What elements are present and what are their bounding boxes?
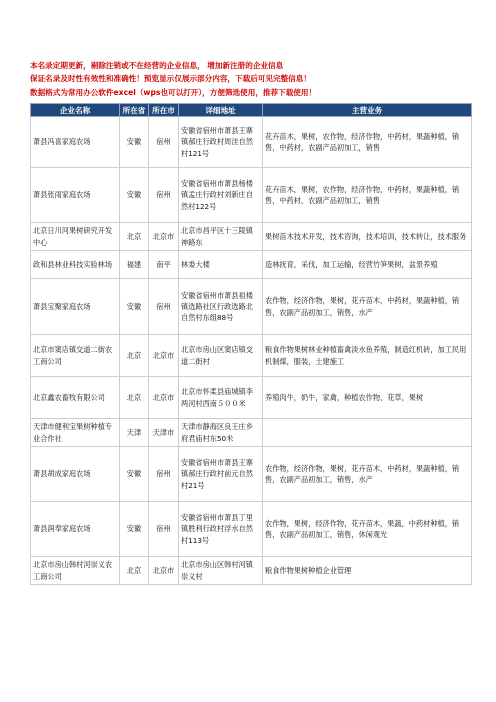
cell-business: 农作物，经济作物，果树，花卉苗木，中药材，果蔬种植，销售，农副产品初加工，销售，水产 — [263, 447, 472, 502]
table-row — [31, 377, 472, 419]
cell-address: 天津市静海区良王庄乡府君庙村东50米 — [179, 419, 263, 447]
cell-province: 福建 — [120, 251, 149, 279]
cell-province: 天津 — [120, 419, 149, 447]
table-row — [31, 279, 472, 335]
cell-city: 北京市 — [149, 335, 179, 377]
header-province: 所在省 — [120, 104, 149, 117]
cell-company-name: 萧县冯喜家庭农场 — [31, 117, 120, 168]
cell-city: 北京市 — [149, 223, 179, 251]
cell-business — [263, 419, 472, 447]
cell-address: 安徽省宿州市萧县王寨镇郝庄行政村周洼自然村121号 — [179, 117, 263, 168]
cell-business: 农作物，经济作物，果树，花卉苗木，中药材，果蔬种植，销售，农副产品初加工，销售，水产 — [263, 279, 472, 335]
cell-address: 安徽省宿州市萧县丁里镇胜利行政村浮水自然村113号 — [179, 502, 263, 557]
cell-city: 北京市 — [149, 377, 179, 419]
notice-line: 保证名录及时性有效性和准确性！预览显示仅展示部分内容，下载后可见完整信息！ — [30, 74, 311, 84]
cell-business: 造林抚育，采伐，加工运输，经营竹笋果树，盆景养殖 — [263, 251, 472, 279]
cell-company-name: 北京鑫农畜牧有限公司 — [31, 377, 120, 419]
table-row — [31, 447, 472, 502]
cell-business: 粮食作物果树种植企业管理 — [263, 557, 472, 585]
table-row — [31, 223, 472, 251]
cell-province: 北京 — [120, 377, 149, 419]
cell-province: 安徽 — [120, 447, 149, 502]
cell-city: 天津市 — [149, 419, 179, 447]
cell-address: 北京市怀柔县庙城镇李两河村西南５００米 — [179, 377, 263, 419]
cell-business: 粮食作物果树林业种植畜禽淡水鱼养殖，制造红机砖，加工民用机制煤，服装，土建施工 — [263, 335, 472, 377]
header-city: 所在市 — [149, 104, 179, 117]
cell-city: 宿州 — [149, 117, 179, 168]
cell-company-name: 政和县林业科技实验林场 — [31, 251, 120, 279]
cell-province: 安徽 — [120, 168, 149, 223]
cell-city: 宿州 — [149, 447, 179, 502]
cell-business: 果树苗木技术开发，技术咨询，技术培训，技术转让，技术服务 — [263, 223, 472, 251]
cell-address: 林委大楼 — [179, 251, 263, 279]
notice-block — [30, 59, 470, 99]
header-business: 主营业务 — [263, 104, 472, 117]
header-address: 详细地址 — [179, 104, 263, 117]
cell-address: 北京市房山区窦店镇交道二街村 — [179, 335, 263, 377]
table-row — [31, 117, 472, 168]
cell-address: 北京市昌平区十三陵镇神路东 — [179, 223, 263, 251]
cell-business: 养殖肉牛，奶牛，家禽，种植农作物，花草，果树 — [263, 377, 472, 419]
cell-company-name: 萧县润奉家庭农场 — [31, 502, 120, 557]
header-company-name: 企业名称 — [31, 104, 120, 117]
cell-company-name: 萧县张雨家庭农场 — [31, 168, 120, 223]
table-row — [31, 502, 472, 557]
table-row — [31, 335, 472, 377]
cell-province: 安徽 — [120, 117, 149, 168]
table-row — [31, 251, 472, 279]
cell-address: 安徽省宿州市萧县王寨镇郝庄行政村前元自然村21号 — [179, 447, 263, 502]
cell-province: 北京 — [120, 335, 149, 377]
cell-address: 北京市房山区韩村河镇崇义村 — [179, 557, 263, 585]
cell-city: 宿州 — [149, 502, 179, 557]
cell-province: 北京 — [120, 223, 149, 251]
company-table — [30, 103, 472, 585]
cell-province: 安徽 — [120, 502, 149, 557]
cell-business: 花卉苗木，果树，农作物，经济作物，中药材，果蔬种植，销售，中药材，农副产品初加工，销售 — [263, 117, 472, 168]
cell-company-name: 萧县胡成家庭农场 — [31, 447, 120, 502]
cell-province: 安徽 — [120, 279, 149, 335]
cell-company-name: 北京日川河果树研究开发中心 — [31, 223, 120, 251]
cell-company-name: 萧县宝聚家庭农场 — [31, 279, 120, 335]
cell-company-name: 北京市窦店镇交道二街农工商公司 — [31, 335, 120, 377]
cell-company-name: 天津市健利宝果树种植专业合作社 — [31, 419, 120, 447]
cell-business: 花卉苗木，果树，农作物，经济作物，中药材，果蔬种植，销售，中药材，农副产品初加工，销售 — [263, 168, 472, 223]
cell-business: 农作物，果树，经济作物，花卉苗木，果蔬，中药材种植，销售，农副产品初加工，销售，休闲观光 — [263, 502, 472, 557]
cell-city: 南平 — [149, 251, 179, 279]
table-row — [31, 557, 472, 585]
notice-line: 本名录定期更新，剔除注销或不在经营的企业信息， 增加新注册的企业信息 — [30, 61, 284, 70]
cell-city: 北京市 — [149, 557, 179, 585]
cell-city: 宿州 — [149, 279, 179, 335]
notice-line: 数据格式为常用办公软件excel（wps也可以打开），方便筛选使用，推荐下载使用！ — [30, 87, 317, 97]
cell-city: 宿州 — [149, 168, 179, 223]
cell-province: 北京 — [120, 557, 149, 585]
cell-company-name: 北京市房山韩村河崇义农工商公司 — [31, 557, 120, 585]
table-header-row — [31, 104, 472, 117]
table-row — [31, 168, 472, 223]
cell-address: 安徽省宿州市萧县杨楼镇孟庄行政村刘新庄自然村122号 — [179, 168, 263, 223]
cell-address: 安徽省宿州市萧县祖楼镇选路社区行政选路北自然村东组88号 — [179, 279, 263, 335]
table-row — [31, 419, 472, 447]
